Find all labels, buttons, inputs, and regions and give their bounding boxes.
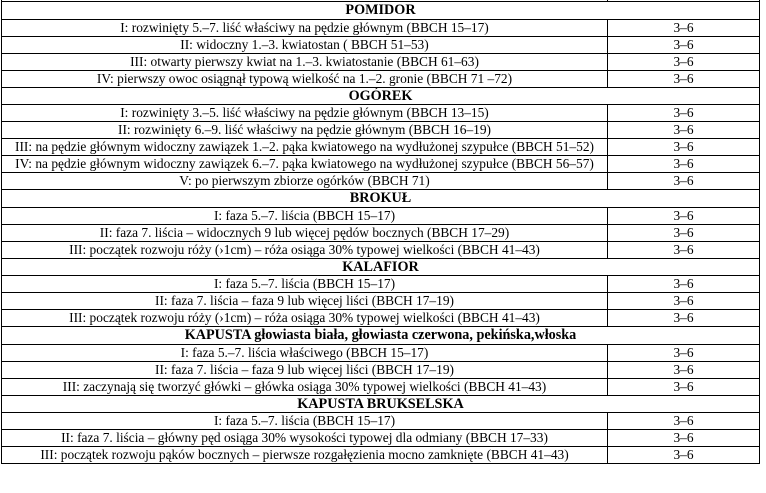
- stage-value: 3–6: [608, 378, 760, 395]
- section-header: [2, 87, 760, 105]
- stage-value: 3–6: [608, 430, 760, 447]
- section-header: [2, 2, 760, 20]
- stage-value: 3–6: [608, 413, 760, 430]
- stage-value: 3–6: [608, 19, 760, 36]
- stage-value: 3–6: [608, 105, 760, 122]
- section-header: [2, 327, 760, 345]
- section-title: KAPUSTA głowiasta biała, głowiasta czerwona, pekińska,włoska: [2, 327, 760, 345]
- stage-value: 3–6: [608, 173, 760, 190]
- stage-description: I: faza 5.–7. liścia (BBCH 15–17): [2, 413, 608, 430]
- stage-value: 3–6: [608, 447, 760, 464]
- stage-description: III: zaczynają się tworzyć główki – główka osiąga 30% typowej wielkości (BBCH 41–43): [2, 378, 608, 395]
- stage-value: 3–6: [608, 344, 760, 361]
- stage-description: IV: na pędzie głównym widoczny zawiązek 6.–7. pąka kwiatowego na wydłużonej szypułce (BBCH 56–57): [2, 156, 608, 173]
- stage-value: 3–6: [608, 361, 760, 378]
- section-title: POMIDOR: [2, 2, 760, 20]
- section-header: [2, 258, 760, 276]
- table-row: [2, 105, 760, 122]
- table-row: [2, 70, 760, 87]
- stage-value: 3–6: [608, 122, 760, 139]
- stage-description: I: faza 5.–7. liścia (BBCH 15–17): [2, 207, 608, 224]
- table-row: [2, 139, 760, 156]
- stage-description: II: faza 7. liścia – faza 9 lub więcej liści (BBCH 17–19): [2, 293, 608, 310]
- stage-value: 3–6: [608, 156, 760, 173]
- stage-value: 3–6: [608, 310, 760, 327]
- table-row: [2, 241, 760, 258]
- stage-value: 3–6: [608, 293, 760, 310]
- table-row: [2, 344, 760, 361]
- stage-value: 3–6: [608, 241, 760, 258]
- stage-description: III: początek rozwoju róży (›1cm) – róża osiąga 30% typowej wielkości (BBCH 41–43): [2, 241, 608, 258]
- stage-value: 3–6: [608, 224, 760, 241]
- table-row: [2, 156, 760, 173]
- stage-description: II: faza 7. liścia – widocznych 9 lub więcej pędów bocznych (BBCH 17–29): [2, 224, 608, 241]
- stage-description: V: po pierwszym zbiorze ogórków (BBCH 71): [2, 173, 608, 190]
- table-row: [2, 430, 760, 447]
- stage-description: II: widoczny 1.–3. kwiatostan ( BBCH 51–53): [2, 36, 608, 53]
- stage-description: I: rozwinięty 3.–5. liść właściwy na pędzie głównym (BBCH 13–15): [2, 105, 608, 122]
- stage-value: 3–6: [608, 53, 760, 70]
- stage-description: II: rozwinięty 6.–9. liść właściwy na pędzie głównym (BBCH 16–19): [2, 122, 608, 139]
- growth-stage-table: [1, 0, 760, 464]
- stage-description: III: otwarty pierwszy kwiat na 1.–3. kwiatostanie (BBCH 61–63): [2, 53, 608, 70]
- table-row: [2, 53, 760, 70]
- section-title: BROKUŁ: [2, 190, 760, 208]
- table-row: [2, 447, 760, 464]
- table-row: [2, 173, 760, 190]
- table-row: [2, 207, 760, 224]
- table-row: [2, 413, 760, 430]
- stage-value: 3–6: [608, 207, 760, 224]
- stage-value: 3–6: [608, 139, 760, 156]
- stage-description: I: rozwinięty 5.–7. liść właściwy na pędzie głównym (BBCH 15–17): [2, 19, 608, 36]
- stage-description: I: faza 5.–7. liścia właściwego (BBCH 15–17): [2, 344, 608, 361]
- table-row: [2, 310, 760, 327]
- stage-description: IV: pierwszy owoc osiągnął typową wielkość na 1.–2. gronie (BBCH 71 –72): [2, 70, 608, 87]
- stage-description: III: początek rozwoju pąków bocznych – pierwsze rozgałęzienia mocno zamknięte (BBCH 41–43): [2, 447, 608, 464]
- table-row: [2, 19, 760, 36]
- stage-description: III: na pędzie głównym widoczny zawiązek 1.–2. pąka kwiatowego na wydłużonej szypułce (BBCH 51–52): [2, 139, 608, 156]
- table-row: [2, 378, 760, 395]
- section-title: KAPUSTA BRUKSELSKA: [2, 395, 760, 413]
- table-row: [2, 276, 760, 293]
- stage-value: 3–6: [608, 70, 760, 87]
- section-title: KALAFIOR: [2, 258, 760, 276]
- stage-description: II: faza 7. liścia – główny pęd osiąga 30% wysokości typowej dla odmiany (BBCH 17–33): [2, 430, 608, 447]
- stage-description: I: faza 5.–7. liścia (BBCH 15–17): [2, 276, 608, 293]
- table-row: [2, 122, 760, 139]
- table-row: [2, 361, 760, 378]
- table-body: [2, 0, 760, 464]
- stage-value: 3–6: [608, 276, 760, 293]
- section-header: [2, 190, 760, 208]
- section-title: OGÓREK: [2, 87, 760, 105]
- table-row: [2, 36, 760, 53]
- section-header: [2, 395, 760, 413]
- table-row: [2, 293, 760, 310]
- table-row: [2, 224, 760, 241]
- stage-description: II: faza 7. liścia – faza 9 lub więcej liści (BBCH 17–19): [2, 361, 608, 378]
- stage-value: 3–6: [608, 36, 760, 53]
- stage-description: III: początek rozwoju róży (›1cm) – róża osiąga 30% typowej wielkości (BBCH 41–43): [2, 310, 608, 327]
